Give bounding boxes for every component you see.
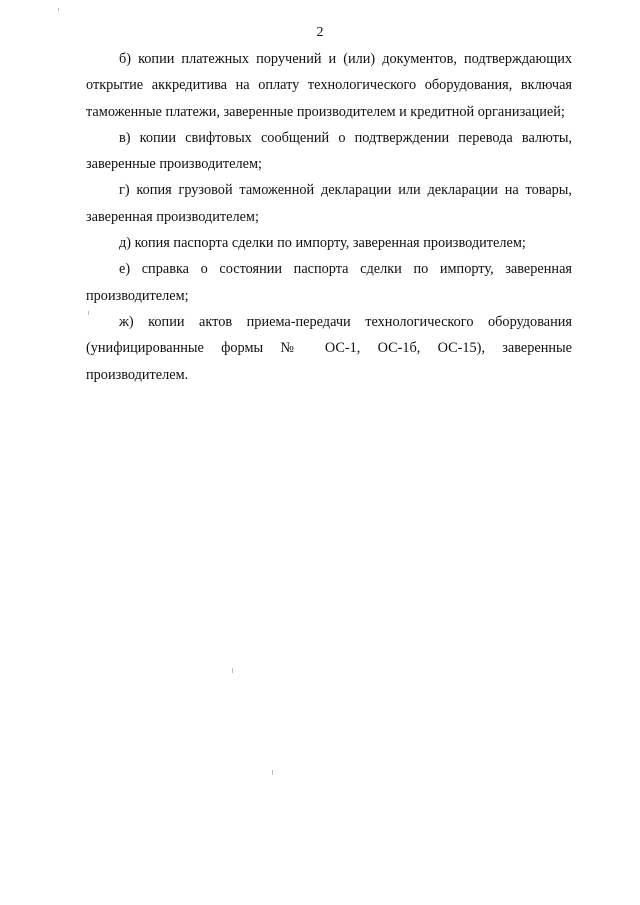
- paragraph-zh: ж) копии актов приема-передачи технологического оборудования (унифицированные формы № ОС-1, ОС-1б, ОС-15), заверенные производителем.: [86, 313, 572, 383]
- paragraph-g: г) копия грузовой таможенной декларации или декларации на товары, заверенная производителем;: [86, 182, 572, 225]
- paragraph-b: б) копии платежных поручений и (или) документов, подтверждающих открытие аккредитива на оплату технологического оборудования, включая таможенные платежи, заверенные производителем и кредитной организацией;: [86, 51, 572, 120]
- page-number: 2: [316, 25, 324, 40]
- scan-artifact: [58, 8, 59, 11]
- scan-artifact: [88, 311, 89, 315]
- document-body: [86, 46, 572, 388]
- paragraph-e: е) справка о состоянии паспорта сделки по импорту, заверенная производителем;: [86, 261, 572, 304]
- scan-artifact: [272, 770, 273, 775]
- paragraph-d: д) копия паспорта сделки по импорту, заверенная производителем;: [119, 235, 526, 252]
- paragraph-v: в) копии свифтовых сообщений о подтверждении перевода валюты, заверенные производителем;: [86, 129, 572, 173]
- scan-artifact: [232, 668, 233, 673]
